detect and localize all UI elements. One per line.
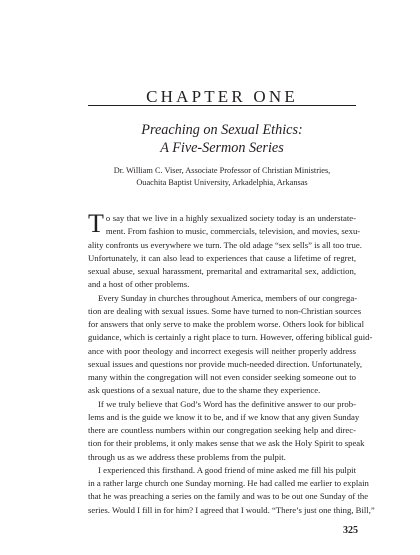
paragraph bbox=[88, 398, 365, 464]
text-line: o say that we live in a highly sexualized society today is an understate- bbox=[105, 213, 356, 223]
text-line: tion for their problems, it only makes sense that we ask the Holy Spirit to speak bbox=[88, 438, 365, 449]
text-line: Unfortunately, it can also lead to experiences that cause a lifetime of regret, bbox=[88, 252, 356, 263]
chapter-title bbox=[88, 121, 356, 157]
text-line: through us as we address these problems from the pulpit. bbox=[88, 451, 286, 462]
body-text bbox=[88, 209, 375, 517]
text-line: in a rather large church one Sunday morning. He had called me earlier to explain bbox=[88, 478, 369, 488]
text-line: guidance, which is certainly a right place to turn. However, offering biblical guid- bbox=[88, 332, 373, 343]
paragraph bbox=[88, 292, 373, 398]
author-line-2: Ouachita Baptist University, Arkadelphia, Arkansas bbox=[136, 178, 308, 187]
author-line-1: Dr. William C. Viser, Associate Professor of Christian Ministries, bbox=[113, 166, 331, 175]
text-line: tion are dealing with sexual issues. Some have turned to non-Christian sources bbox=[88, 305, 362, 316]
chapter-heading: CHAPTER ONE bbox=[146, 87, 298, 106]
text-line: sexual abuse, sexual harassment, premarital and extramarital sex, addiction, bbox=[88, 266, 356, 276]
text-line: ment. From fashion to music, commercials, television, and movies, sexu- bbox=[105, 226, 361, 237]
text-line: ance with poor theology and incorrect exegesis will neither properly address bbox=[88, 345, 356, 356]
text-line: many within the congregation will not even consider seeking someone out to bbox=[88, 372, 356, 382]
title-line-2: A Five-Sermon Series bbox=[160, 140, 284, 156]
paragraph bbox=[88, 209, 362, 292]
text-line: sexual issues and questions nor provide much-needed direction. Unfortunately, bbox=[88, 358, 362, 369]
page-number: 325 bbox=[343, 525, 358, 536]
text-line: lems and is the guide we know it to be, and if we know that any given Sunday bbox=[88, 411, 360, 422]
text-line: that he was preaching a series on the family and was to be out one Sunday of the bbox=[88, 491, 369, 502]
text-line: I experienced this firsthand. A good friend of mine asked me fill his pulpit bbox=[98, 464, 356, 475]
text-line: for answers that only serve to make the problem worse. Others look for biblical bbox=[88, 319, 364, 329]
author-credit bbox=[88, 165, 356, 189]
text-line: ask questions of a sexual nature, due to the shame they experience. bbox=[88, 385, 321, 396]
text-line: If we truly believe that God’s Word has the definitive answer to our prob- bbox=[98, 398, 356, 409]
text-line: series. Would I fill in for him? I agreed that I would. “There’s just one thing, Bill,” bbox=[88, 504, 375, 515]
paragraph bbox=[88, 464, 375, 517]
text-line: and a host of other problems. bbox=[88, 279, 190, 290]
drop-cap: T bbox=[88, 209, 104, 238]
title-line-1: Preaching on Sexual Ethics: bbox=[141, 122, 303, 138]
text-line: Every Sunday in churches throughout America, members of our congrega- bbox=[98, 292, 358, 303]
chapter-rule bbox=[88, 105, 356, 106]
text-line: there are countless numbers within our congregation seeking help and direc- bbox=[88, 425, 356, 435]
text-line: ality confronts us everywhere we turn. The old adage “sex sells” is all too true. bbox=[88, 239, 362, 250]
